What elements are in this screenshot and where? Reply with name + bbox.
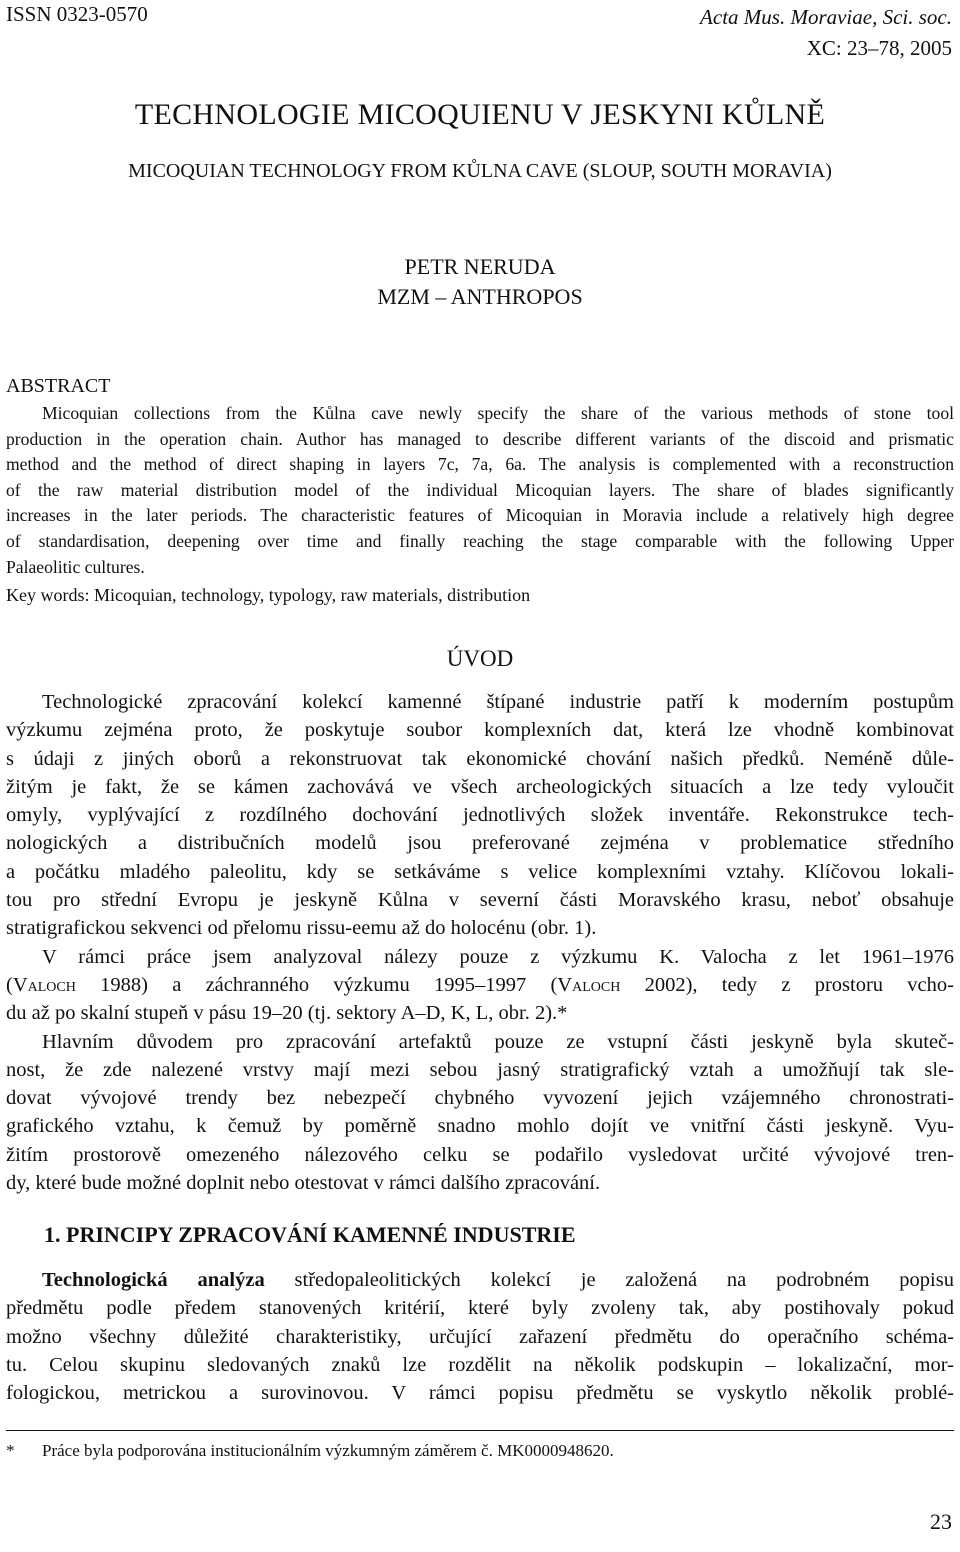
body-line: dy, které bude možné doplnit nebo otestovat v rámci dalšího zpracování. (6, 1172, 601, 1195)
abstract-label: ABSTRACT (6, 375, 111, 397)
section-heading-uvod: ÚVOD (446, 646, 514, 671)
citation-author: Valoch (557, 973, 621, 996)
keywords: Key words: Micoquian, technology, typology, raw materials, distribution (6, 585, 531, 605)
volume-pages: XC: 23–78, 2005 (806, 36, 952, 60)
body-line: a počátku mladého paleolitu, kdy se setkáváme s velice komplexními vztahy. Klíčovou lokali- (6, 860, 954, 883)
footnote-text: Práce byla podporována institucionálním výzkumným záměrem č. MK0000948620. (42, 1441, 614, 1460)
body-line: fologickou, metrickou a surovinovou. V rámci popisu předmětu se vyskytlo několik problé- (6, 1382, 954, 1405)
article-title: TECHNOLOGIE MICOQUIENU V JESKYNI KŮLNĚ (134, 98, 826, 131)
body-line: výzkumu zejména proto, že poskytuje soubor komplexních dat, která lze vhodně kombinovat (6, 719, 954, 742)
body-line: omyly, vyplývající z rozdílného dochování jednotlivých složek inventáře. Rekonstrukce tech- (6, 804, 954, 827)
intro-body (6, 688, 954, 1197)
lead-term: Technologická analýza (42, 1269, 265, 1291)
body-line (6, 971, 954, 999)
body-line: stratigrafickou sekvenci od přelomu rissu-eemu až do holocénu (obr. 1). (6, 917, 597, 940)
journal-citation (700, 2, 952, 64)
author-affiliation: MZM – ANTHROPOS (377, 284, 583, 309)
body-line: Technologické zpracování kolekcí kamenné štípané industrie patří k moderním postupům (42, 691, 954, 713)
body-line: s údaji z jiných oborů a rekonstruovat tak ekonomické chování našich předků. Neméně důle- (6, 747, 954, 770)
body-line: nost, že zde nalezené vrstvy mají mezi sebou jasný stratigrafický vztah a umožňují tak sle- (6, 1058, 954, 1081)
text-run: 2002), tedy z prostoru vcho- (620, 973, 954, 996)
body-line: nologických a distribučních modelů jsou preferované zejména v problematice středního (6, 832, 954, 855)
page-number: 23 (930, 1509, 952, 1534)
author-block (0, 252, 960, 312)
abstract-line: method and the method of direct shaping in layers 7c, 7a, 6a. The analysis is complemented with a reconstruction (6, 454, 954, 475)
citation-author: Valoch (12, 973, 76, 996)
abstract-text (6, 401, 954, 580)
body-line: grafického vztahu, k čemuž by poměrně snadno mohlo dojít ve vnitřní části jeskyně. Vyu- (6, 1115, 954, 1138)
body-line: tou pro střední Evropu je jeskyně Kůlna v severní části Moravského krasu, neboť obsahuje (6, 889, 954, 912)
body-line: možno všechny důležité charakteristiky, určující zařazení předmětu do operačního schéma- (6, 1325, 954, 1348)
body-line: Hlavním důvodem pro zpracování artefaktů pouze ze vstupní části jeskyně byla skuteč- (42, 1030, 954, 1053)
body-line: žitým je fakt, že se kámen zachovává ve všech archeologických situacích a lze tedy vyloučit (6, 775, 954, 798)
abstract-line: of the raw material distribution model of the individual Micoquian layers. The share of blades significantly (6, 479, 954, 500)
issn: ISSN 0323-0570 (6, 2, 148, 26)
abstract-line: of standardisation, deepening over time and finally reaching the stage comparable with the following Upper (6, 530, 954, 551)
body-line: žitím prostorově omezeného nálezového celku se podařilo vysledovat určité vývojové tren- (6, 1143, 954, 1166)
body-line: předmětu podle předem stanovených kritérií, které byly zvoleny tak, aby postihovaly pokud (6, 1297, 954, 1320)
abstract-line: Palaeolitic cultures. (6, 556, 145, 577)
section-heading-1: 1. PRINCIPY ZPRACOVÁNÍ KAMENNÉ INDUSTRIE (44, 1222, 576, 1247)
abstract-line: production in the operation chain. Author has managed to describe different variants of the discoid and prismatic (6, 428, 954, 449)
article-subtitle: MICOQUIAN TECHNOLOGY FROM KŮLNA CAVE (SLOUP, SOUTH MORAVIA) (128, 160, 832, 182)
body-line (6, 1266, 954, 1294)
journal-name: Acta Mus. Moraviae, Sci. soc. (700, 5, 952, 29)
text-run: ( (6, 973, 13, 996)
footnote (6, 1441, 614, 1461)
abstract-line: increases in the later periods. The characteristic features of Micoquian in Moravia include a relatively high degree (6, 505, 954, 526)
body-line: tu. Celou skupinu sledovaných znaků lze rozdělit na několik podskupin – lokalizační, mor- (6, 1353, 954, 1376)
body-line: du až po skalní stupeň v pásu 19–20 (tj. sektory A–D, K, L, obr. 2).* (6, 1002, 568, 1025)
text-run: 1988) a záchranného výzkumu 1995–1997 ( (75, 973, 558, 996)
abstract-line: Micoquian collections from the Kůlna cave newly specify the share of the various methods of stone tool (42, 403, 954, 423)
text-run: středopaleolitických kolekcí je založená na podrobném popisu (264, 1269, 954, 1291)
footnote-marker: * (6, 1441, 15, 1460)
section1-body (6, 1266, 954, 1407)
author-name: PETR NERUDA (404, 254, 556, 279)
body-line: dovat vývojové trendy bez nebezpečí chybného vyvození jejich vzájemného chronostrati- (6, 1087, 954, 1110)
footnote-divider (6, 1430, 954, 1431)
body-line: V rámci práce jsem analyzoval nálezy pouze z výzkumu K. Valocha z let 1961–1976 (42, 945, 954, 968)
